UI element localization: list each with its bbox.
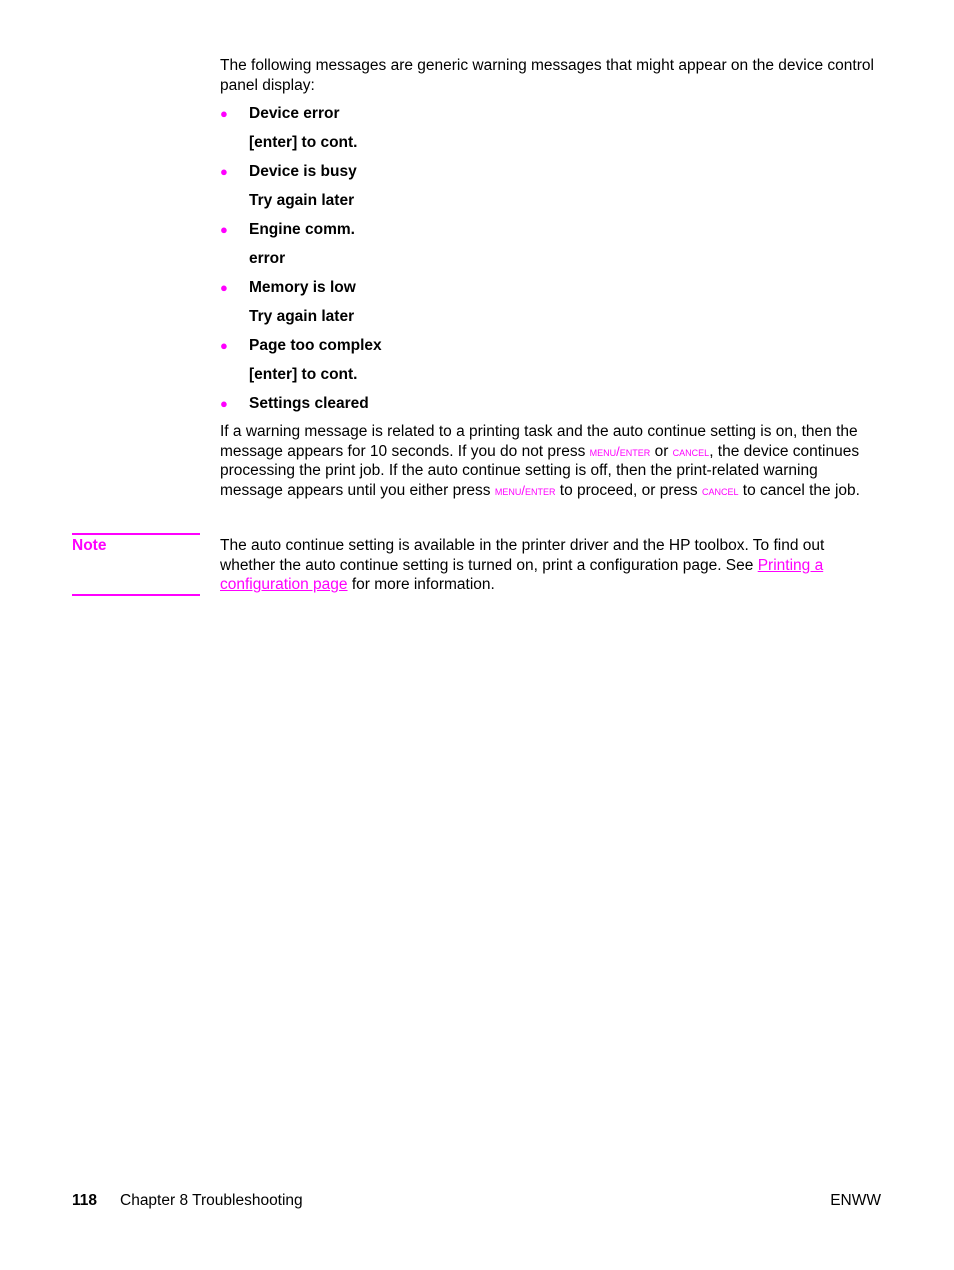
message-line-2: [enter] to cont. (249, 366, 358, 383)
key-menu-enter: menu/enter (589, 443, 651, 459)
paragraph-text: or (650, 442, 673, 460)
key-menu-enter: menu/enter (494, 482, 556, 498)
warning-message-list (220, 104, 880, 423)
list-item (220, 162, 880, 220)
paragraph-text: to cancel the job. (738, 481, 860, 499)
message-line-1: Device error (249, 105, 340, 122)
key-cancel: cancel (701, 482, 739, 498)
message-line-1: Memory is low (249, 279, 356, 296)
list-item (220, 104, 880, 162)
message-line-2: [enter] to cont. (249, 134, 358, 151)
message-line-2: Try again later (249, 192, 355, 209)
footer-right-label: ENWW (830, 1192, 881, 1209)
list-item (220, 336, 880, 394)
note-bottom-rule (72, 594, 200, 596)
message-line-2: error (249, 250, 286, 267)
paragraph-text: , the device continues processing the print job. If the auto continue setting is off, then the print-related warning message appears until you either press (220, 442, 860, 499)
bullet-icon: ● (220, 396, 228, 411)
list-item (220, 220, 880, 278)
note-label: Note (72, 537, 107, 554)
bullet-icon: ● (220, 106, 228, 121)
list-item (220, 394, 880, 423)
configuration-page-link[interactable]: Printing a configuration page (220, 556, 824, 593)
chapter-title: Chapter 8 Troubleshooting (120, 1192, 303, 1209)
note-top-rule (72, 533, 200, 535)
bullet-icon: ● (220, 222, 228, 237)
note-body-text: for more information. (347, 576, 495, 593)
intro-text: The following messages are generic warning messages that might appear on the device control panel display: (220, 57, 874, 94)
bullet-icon: ● (220, 164, 228, 179)
page-number: 118 (72, 1192, 98, 1209)
bullet-icon: ● (220, 338, 228, 353)
paragraph-text: If a warning message is related to a printing task and the auto continue setting is on, then the message appears for 10 seconds. If you do not press (220, 423, 858, 460)
list-item (220, 278, 880, 336)
message-line-2: Try again later (249, 308, 355, 325)
auto-continue-paragraph (220, 422, 882, 500)
message-line-1: Engine comm. (249, 221, 355, 238)
bullet-icon: ● (220, 280, 228, 295)
message-line-1: Device is busy (249, 163, 357, 180)
note-text (220, 536, 880, 595)
key-cancel: cancel (672, 443, 710, 459)
note-body-text: The auto continue setting is available in the printer driver and the HP toolbox. To find out whether the auto continue setting is turned on, print a configuration page. See (220, 537, 825, 574)
message-line-1: Settings cleared (249, 395, 369, 412)
paragraph-text: to proceed, or press (555, 481, 702, 499)
message-line-1: Page too complex (249, 337, 382, 354)
